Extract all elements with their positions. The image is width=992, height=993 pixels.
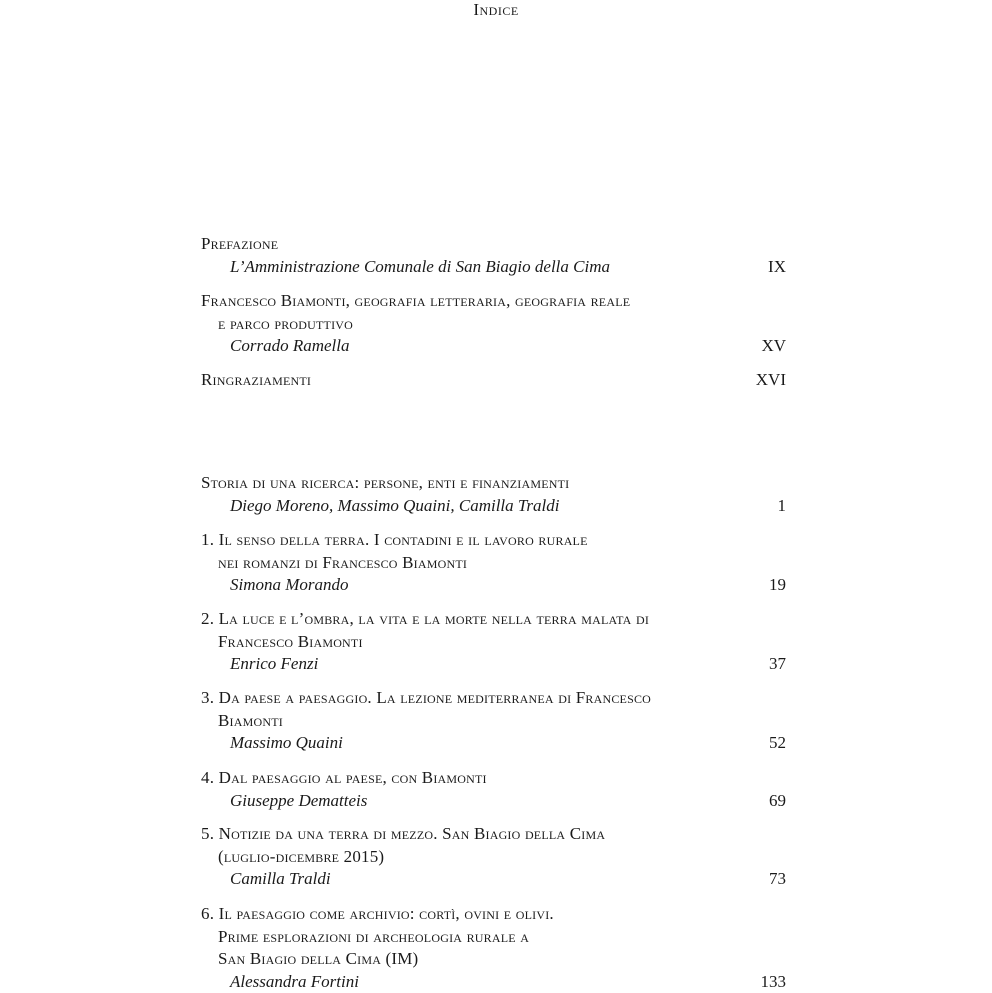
entry-author: Camilla Traldi <box>201 868 331 891</box>
entry-title-continuation: nei romanzi di Francesco Biamonti <box>201 552 786 575</box>
entry-page-number: 133 <box>761 971 787 993</box>
entry-title-continuation: Prime esplorazioni di archeologia rurale a <box>201 926 786 949</box>
entry-title: 5. Notizie da una terra di mezzo. San Biagio della Cima <box>201 823 786 846</box>
entry-title: 6. Il paesaggio come archivio: cortì, ovini e olivi. <box>201 903 786 926</box>
toc-entry-prefazione[interactable] <box>201 233 786 278</box>
entry-title: 4. Dal paesaggio al paese, con Biamonti <box>201 767 786 790</box>
page-title: Indice <box>473 0 518 19</box>
entry-page-number: 73 <box>769 868 786 891</box>
entry-title: Francesco Biamonti, geografia letteraria, geografia reale <box>201 290 786 313</box>
entry-title-continuation: (luglio-dicembre 2015) <box>201 846 786 869</box>
entry-title: Ringraziamenti <box>201 369 311 392</box>
toc-entry-chapter-6[interactable] <box>201 903 786 993</box>
entry-page-number: 37 <box>769 653 786 676</box>
entry-title: 2. La luce e l’ombra, la vita e la morte nella terra malata di <box>201 608 786 631</box>
toc-entry-chapter-1[interactable] <box>201 529 786 597</box>
entry-page-number: IX <box>768 256 786 279</box>
entry-page-number: XVI <box>756 369 786 392</box>
entry-page-number: 1 <box>778 495 787 518</box>
toc-entry-biamonti-geografia[interactable] <box>201 290 786 358</box>
entry-author: Enrico Fenzi <box>201 653 318 676</box>
entry-title: Prefazione <box>201 233 786 256</box>
entry-title: 1. Il senso della terra. I contadini e il lavoro rurale <box>201 529 786 552</box>
entry-title: Storia di una ricerca: persone, enti e finanziamenti <box>201 472 786 495</box>
entry-page-number: 52 <box>769 732 786 755</box>
toc-entry-chapter-4[interactable] <box>201 767 786 812</box>
entry-title-continuation: San Biagio della Cima (IM) <box>201 948 786 971</box>
entry-author: Diego Moreno, Massimo Quaini, Camilla Traldi <box>201 495 559 518</box>
entry-author: L’Amministrazione Comunale di San Biagio della Cima <box>201 256 610 279</box>
entry-page-number: XV <box>761 335 786 358</box>
entry-author: Corrado Ramella <box>201 335 349 358</box>
toc-entry-chapter-3[interactable] <box>201 687 786 755</box>
toc-entry-storia-ricerca[interactable] <box>201 472 786 517</box>
toc-entry-chapter-5[interactable] <box>201 823 786 891</box>
entry-title-continuation: e parco produttivo <box>201 313 786 336</box>
entry-author: Massimo Quaini <box>201 732 343 755</box>
entry-author: Simona Morando <box>201 574 349 597</box>
entry-title: 3. Da paese a paesaggio. La lezione mediterranea di Francesco <box>201 687 786 710</box>
entry-page-number: 19 <box>769 574 786 597</box>
page-header <box>0 0 992 20</box>
entry-page-number: 69 <box>769 790 786 813</box>
entry-author: Giuseppe Dematteis <box>201 790 367 813</box>
entry-author: Alessandra Fortini <box>201 971 359 993</box>
entry-title-continuation: Francesco Biamonti <box>201 631 786 654</box>
entry-title-continuation: Biamonti <box>201 710 786 733</box>
toc-entry-ringraziamenti[interactable] <box>201 369 786 392</box>
toc-entry-chapter-2[interactable] <box>201 608 786 676</box>
